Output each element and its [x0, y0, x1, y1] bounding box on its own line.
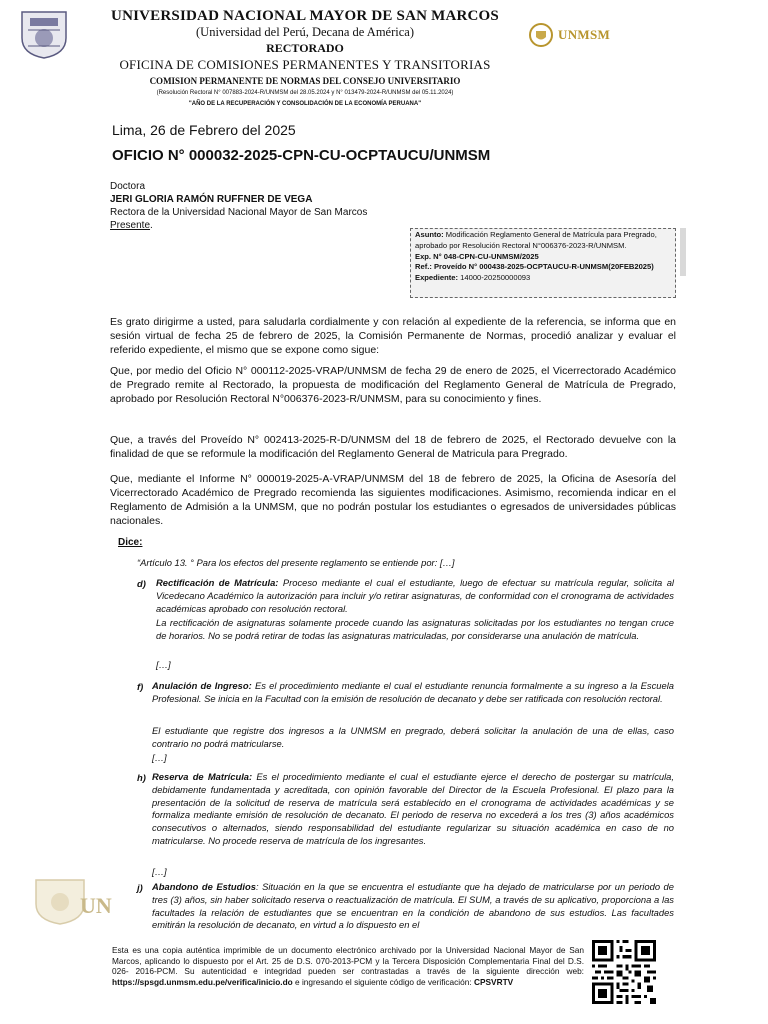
presente-word: Presente — [110, 220, 151, 231]
office-heading: OFICINA DE COMISIONES PERMANENTES Y TRANSITORIAS — [119, 57, 491, 72]
paragraph-intro: Es grato dirigirme a usted, para saludarla cordialmente y con relación al expediente de la referencia, se informa que en sesión virtual de fecha 25 de febrero de 2025, la Comisión Permanente de Normas, procedió analizar y evaluar el referido expediente, el mismo que se expone como sigue: — [110, 316, 676, 356]
reference-box — [410, 228, 676, 298]
item-d — [156, 577, 674, 615]
university-subtitle: (Universidad del Perú, Decana de América) — [196, 25, 414, 39]
resolution-line: (Resolución Rectoral N° 007883-2024-R/UNMSM del 28.05.2024 y N° 013479-2024-R/UNMSM del 05.11.2024) — [156, 90, 454, 96]
paragraph-proveido: Que, a través del Proveído N° 002413-2025-R-D/UNMSM del 18 de febrero de 2025, el Rectorado devuelve con la finalidad de que se reformule la modificación del Reglamento General de Matricula para Pregrado. — [110, 434, 676, 460]
rectorado-heading: RECTORADO — [266, 41, 344, 55]
item-d-text: Proceso mediante el cual el estudiante, luego de efectuar su matrícula regular, solicita al Vicedecano Académico la autorización para incluir y/o retirar asignaturas, de conformidad con el cronograma de actividades académicas aprobado con resolución rectoral. — [156, 577, 674, 614]
verification-url[interactable]: https://spsgd.unmsm.edu.pe/verifica/inicio.do — [112, 976, 293, 987]
item-f-letter: f) — [137, 681, 144, 692]
dice-label: Dice: — [118, 537, 143, 548]
qr-code-icon — [592, 940, 656, 1004]
verification-code: CPSVRTV — [473, 976, 514, 987]
item-h-ellipsis: […] — [152, 866, 167, 877]
university-seal-logo — [14, 8, 74, 60]
item-j-letter: j) — [137, 882, 143, 893]
expediente-value: 14000-20250000093 — [458, 273, 531, 283]
expediente-label: Expediente: — [415, 273, 459, 283]
item-f-text2: El estudiante que registre dos ingresos a la UNMSM en pregrado, deberá solicitar la anulación de una de ellas, caso contrario no podrá matricularse. — [152, 725, 674, 749]
item-f-term: Anulación de Ingreso: — [152, 680, 252, 691]
addressee-name: JERI GLORIA RAMÓN RUFFNER DE VEGA — [110, 194, 313, 205]
item-h-text: Es el procedimiento mediante el cual el estudiante ejerce el derecho de postergar su matrícula, debidamente fundamentada y acreditada, con opinión favorable del Director de la Escuela Profesional. El plazo para la presentación de la solicitud de reserva de matrícula será establecido en el cronograma de actividades académicas y se formaliza mediante emisión de resolución de decanato. El periodo de reserva no excederá a los tres (3) años académicos consecutivos o alternados, siendo responsabilidad del estudiante regularizar su situación académica en caso de no matricularse. No procede reserva de matrícula de los ingresantes. — [152, 771, 674, 846]
addressee-title: Doctora — [110, 181, 146, 192]
footer-verification-text — [112, 945, 584, 987]
item-f-ellipsis: […] — [152, 752, 167, 763]
item-h-term: Reserva de Matrícula: — [152, 771, 253, 782]
item-d-text2: La rectificación de asignaturas solamente procede cuando las asignaturas solicitadas por los estudiantes no tengan cruce de horarios. No se podrá retirar de todas las asignaturas matriculadas, por considerarse una anulación de matrícula. — [156, 617, 674, 641]
addressee-presente — [110, 220, 153, 231]
item-j — [152, 881, 674, 933]
logo-text: UNMSM — [558, 27, 611, 42]
item-j-text: : Situación en la que se encuentra el estudiante que ha dejado de matricularse por un periodo de tres (3) años, sin haber solicitado reserva o reactualización de matrícula. El SUM, a través de su aplicativo, proporciona a las facultades la relación de estudiantes que se encuentran en la condición de abandono de sus estudios. Las facultades emitirán la resolución de decanato, en virtud a lo dispuesto en el — [152, 881, 674, 931]
item-d-letter: d) — [137, 578, 146, 589]
item-j-term: Abandono de Estudios — [152, 881, 256, 892]
reference-box-side — [680, 228, 686, 276]
item-f — [152, 680, 674, 706]
footer-text2: e ingresando el siguiente código de verificación: — [292, 976, 474, 987]
year-motto: "AÑO DE LA RECUPERACIÓN Y CONSOLIDACIÓN DE LA ECONOMÍA PERUANA" — [188, 101, 422, 107]
university-name: UNIVERSIDAD NACIONAL MAYOR DE SAN MARCOS — [111, 8, 499, 24]
item-h — [152, 771, 674, 848]
item-d-term: Rectificación de Matrícula: — [156, 577, 279, 588]
oficio-number: OFICIO N° 000032-2025-CPN-CU-OCPTAUCU/UNMSM — [112, 147, 491, 164]
addressee-position: Rectora de la Universidad Nacional Mayor de San Marcos — [110, 207, 368, 218]
item-h-letter: h) — [137, 772, 146, 783]
expediente-cpn: Exp. N° 048-CPN-CU-UNMSM/2025 — [415, 251, 539, 261]
paragraph-oficio: Que, por medio del Oficio N° 000112-2025-VRAP/UNMSM de fecha 29 de enero de 2025, el Vicerrectorado Académico de Pregrado remite al Rectorado, la propuesta de modificación del Reglamento General de Matrícula de Pregrado, aprobado por Resolución Rectoral N°006376-2023-R/UNMSM, para su conocimiento y fines. — [110, 365, 676, 405]
watermark-text: UN — [80, 893, 112, 918]
paragraph-informe: Que, mediante el Informe N° 000019-2025-A-VRAP/UNMSM del 18 de febrero de 2025, la Oficina de Asesoría del Vicerrectorado Académico de Pregrado recomienda las siguientes modificaciones. Asimismo, recomienda indicar en el Reglamento de Admisión a la UNMSM, que no podrán postular los estudiantes o egresados de universidades públicas nacionales. — [110, 473, 676, 527]
commission-heading: COMISION PERMANENTE DE NORMAS DEL CONSEJO UNIVERSITARIO — [149, 76, 461, 86]
reference-proveido: Ref.: Proveído N° 000438-2025-OCPTAUCU-R-UNMSM(20FEB2025) — [415, 262, 654, 272]
item-d-ellipsis: […] — [156, 659, 171, 670]
date-line: Lima, 26 de Febrero del 2025 — [112, 122, 296, 138]
unmsm-logo — [528, 22, 628, 48]
asunto-text: Modificación Reglamento General de Matrícula para Pregrado, aprobado por Resolución Rectoral N°006376-2023-R/UNMSM. — [415, 230, 657, 250]
footer-text: Esta es una copia auténtica imprimible de un documento electrónico archivado por la Universidad Nacional Mayor de San Marcos, aplicando lo dispuesto por el Art. 25 de D.S. 070-2013-PCM y la Tercera Disposición Complementaria Final del D.S. 026- 2016-PCM. Su autenticidad e integridad pueden ser contrastadas a través de la siguiente dirección web: — [112, 945, 584, 977]
item-f-text: Es el procedimiento mediante el cual el estudiante renuncia formalmente a su ingreso a la Escuela Profesional. Se inicia en la Facultad con la emisión de resolución de decanato y debe ser ratificada con resolución rectoral. — [152, 680, 674, 704]
presente-dot: . — [150, 220, 153, 231]
crest-icon — [528, 22, 554, 48]
article-13: “Artículo 13. ° Para los efectos del presente reglamento se entiende por: […] — [137, 557, 455, 568]
asunto-label: Asunto: — [415, 230, 444, 239]
